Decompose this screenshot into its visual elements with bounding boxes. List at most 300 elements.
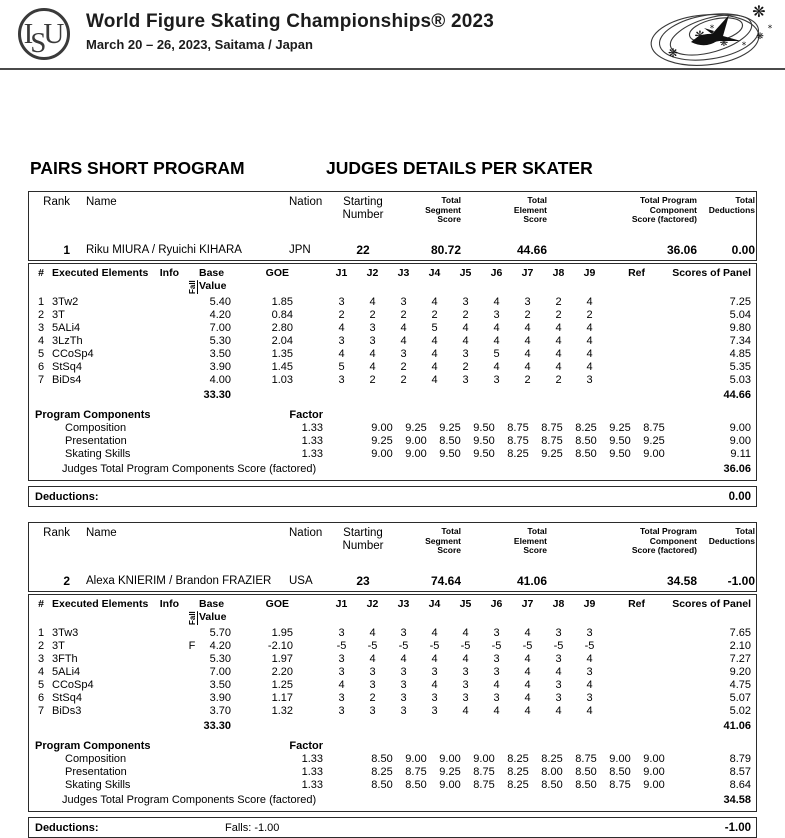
info-header: Info: [159, 598, 179, 610]
elements-table: [32, 598, 755, 733]
judge-score: 4: [369, 348, 376, 360]
judge-score: 8.50: [575, 448, 597, 460]
base-value: 3.90: [209, 692, 231, 704]
rank-header: Rank: [43, 196, 70, 208]
element-row: [32, 322, 755, 335]
info-flag: [152, 679, 185, 692]
components-total-row: [32, 792, 755, 807]
judge-score: 3: [462, 348, 469, 360]
number-header: #: [38, 267, 44, 279]
judge-score: 3: [338, 335, 345, 347]
judge-score: 9.25: [609, 422, 631, 434]
judge-score: 8.75: [405, 766, 427, 778]
info-header: Info: [159, 267, 179, 279]
judge-score: 3: [524, 296, 531, 308]
judge-score: 4: [555, 335, 562, 347]
base-value: 5.40: [209, 296, 231, 308]
panel-score: 7.65: [729, 627, 751, 639]
judge-score: 2: [555, 374, 562, 386]
total-segment-score: 74.64: [430, 574, 461, 588]
total-component-header: Total Program Component Score (factored): [631, 195, 697, 224]
judge-score: 3: [493, 374, 500, 386]
nation-value: USA: [289, 575, 313, 587]
judge-score: 4: [369, 627, 376, 639]
judge-header: J3: [397, 598, 410, 610]
judge-score: 3: [369, 679, 376, 691]
judge-score: -5: [553, 640, 564, 652]
element-name: BiDs4: [52, 374, 82, 386]
panel-score: 5.02: [729, 705, 751, 717]
deductions-label: Deductions:: [35, 821, 99, 834]
deductions-detail: Falls: -1.00: [225, 821, 280, 834]
base-value: 3.90: [209, 361, 231, 373]
element-row: [32, 361, 755, 374]
judge-score: 4: [493, 361, 500, 373]
judge-header: J9: [583, 598, 596, 610]
judge-score: 3: [586, 666, 593, 678]
judge-score: 2: [586, 309, 593, 321]
element-number: 4: [37, 666, 45, 678]
judge-header: J2: [366, 267, 379, 279]
judge-score: 3: [338, 374, 345, 386]
judge-score: 4: [431, 348, 438, 360]
judge-score: 4: [586, 705, 593, 717]
segment-title: PAIRS SHORT PROGRAM: [30, 158, 245, 178]
judge-score: 5: [338, 361, 345, 373]
components-total-score: 34.58: [723, 794, 751, 806]
fall-flag: [185, 348, 199, 361]
fall-flag: [185, 361, 199, 374]
judge-score: 4: [524, 666, 531, 678]
element-name: 3Tw3: [52, 627, 79, 639]
judge-score: 9.50: [439, 448, 461, 460]
component-factor: 1.33: [301, 766, 323, 778]
isu-logo-letter: I: [23, 18, 34, 50]
summary-value-row: [32, 571, 755, 588]
judge-score: 9.00: [405, 435, 427, 447]
judge-score: 8.50: [575, 779, 597, 791]
info-flag: [152, 309, 185, 322]
judge-score: 2: [369, 309, 376, 321]
elements-header-row: [32, 598, 755, 627]
element-name: 3Tw2: [52, 296, 79, 308]
panel-score: 4.85: [729, 348, 751, 360]
judge-score: 4: [493, 705, 500, 717]
component-name: Presentation: [65, 435, 127, 447]
element-name: 5ALi4: [52, 666, 81, 678]
judge-score: 3: [431, 692, 438, 704]
judge-header: J5: [459, 267, 472, 279]
judge-score: 4: [524, 361, 531, 373]
judge-score: 4: [493, 296, 500, 308]
elements-header-row: [32, 267, 755, 296]
judge-score: 4: [431, 627, 438, 639]
judge-score: 4: [493, 679, 500, 691]
masthead: [0, 0, 785, 70]
judge-score: 4: [400, 653, 407, 665]
judge-score: 8.50: [575, 435, 597, 447]
judge-score: 9.50: [473, 422, 495, 434]
goe-value: 1.03: [271, 374, 293, 386]
report-title: JUDGES DETAILS PER SKATER: [326, 158, 593, 178]
fall-flag: [185, 653, 199, 666]
fall-header: Fall: [187, 280, 197, 294]
judge-score: -5: [336, 640, 347, 652]
judge-score: 3: [462, 679, 469, 691]
judge-header: J3: [397, 267, 410, 279]
judge-score: 8.25: [507, 779, 529, 791]
judge-score: 4: [524, 692, 531, 704]
judge-score: 3: [555, 679, 562, 691]
goe-value: 1.95: [271, 627, 293, 639]
element-number: 6: [37, 361, 45, 373]
element-row: [32, 309, 755, 322]
total-component-score: 34.58: [666, 574, 697, 588]
judge-score: 3: [369, 705, 376, 717]
judge-score: 4: [524, 653, 531, 665]
goe-value: 2.20: [271, 666, 293, 678]
judge-score: 4: [462, 653, 469, 665]
section-titles: [30, 158, 757, 179]
judge-score: -5: [491, 640, 502, 652]
factor-header: Factor: [289, 740, 323, 752]
judge-score: 4: [586, 679, 593, 691]
base-value: 4.20: [209, 640, 231, 652]
panel-score: 9.80: [729, 322, 751, 334]
ref-header: Ref: [628, 267, 645, 279]
fall-header: Fall: [187, 611, 197, 625]
judge-score: 9.25: [439, 422, 461, 434]
component-factor: 1.33: [301, 435, 323, 447]
starting-number-value: 22: [356, 243, 370, 257]
judge-score: 8.75: [541, 422, 563, 434]
base-value-header: Base Value: [199, 267, 227, 292]
fall-flag: [185, 335, 199, 348]
judge-score: 8.50: [371, 779, 393, 791]
judge-score: 3: [493, 627, 500, 639]
judge-score: 4: [586, 335, 593, 347]
judge-score: 4: [524, 322, 531, 334]
component-row: [32, 435, 755, 448]
judge-score: 4: [431, 374, 438, 386]
skater-section: [28, 522, 757, 838]
judge-score: 4: [431, 335, 438, 347]
goe-value: 2.04: [271, 335, 293, 347]
number-header: #: [38, 598, 44, 610]
event-date-location: March 20 – 26, 2023, Saitama / Japan: [86, 37, 313, 52]
base-value: 4.00: [209, 374, 231, 386]
judge-score: 8.50: [541, 779, 563, 791]
deductions-box: [28, 817, 757, 838]
judge-score: 9.00: [405, 753, 427, 765]
judge-score: 9.50: [473, 448, 495, 460]
judge-score: 4: [555, 322, 562, 334]
element-row: [32, 627, 755, 640]
judge-score: 3: [338, 705, 345, 717]
element-number: 3: [37, 322, 45, 334]
judge-score: 3: [431, 666, 438, 678]
judge-score: 4: [586, 296, 593, 308]
judge-header: J4: [428, 598, 441, 610]
component-row: [32, 753, 755, 766]
total-component-header: Total Program Component Score (factored): [631, 526, 697, 555]
judge-score: 8.50: [439, 435, 461, 447]
isu-logo-letter: U: [43, 18, 65, 50]
element-row: [32, 705, 755, 718]
total-element-score: 44.66: [516, 243, 547, 257]
judge-score: 4: [462, 705, 469, 717]
judge-score: 3: [369, 666, 376, 678]
judge-score: -5: [367, 640, 378, 652]
isu-logo: [18, 8, 70, 60]
base-value: 3.50: [209, 679, 231, 691]
rank-header: Rank: [43, 527, 70, 539]
summary-box: [28, 522, 757, 592]
judge-score: 3: [493, 653, 500, 665]
element-number: 1: [37, 627, 45, 639]
judge-score: 9.00: [643, 779, 665, 791]
goe-value: 1.45: [271, 361, 293, 373]
total-deductions-header: Total Deductions: [708, 195, 755, 215]
total-element-score: 41.06: [516, 574, 547, 588]
deductions-box: [28, 486, 757, 507]
judge-score: 3: [338, 692, 345, 704]
judge-score: 3: [400, 296, 407, 308]
judge-score: 3: [338, 296, 345, 308]
judge-score: 8.75: [473, 779, 495, 791]
info-flag: [152, 692, 185, 705]
element-row: [32, 335, 755, 348]
base-value: 4.20: [209, 309, 231, 321]
element-row: [32, 348, 755, 361]
judge-score: 4: [555, 666, 562, 678]
judge-score: 2: [462, 309, 469, 321]
panel-score: 5.07: [729, 692, 751, 704]
judge-score: -5: [398, 640, 409, 652]
summary-value-row: [32, 240, 755, 257]
judge-header: J9: [583, 267, 596, 279]
components-total-row: [32, 461, 755, 476]
judge-score: 8.25: [371, 766, 393, 778]
judge-score: 2: [400, 361, 407, 373]
judge-score: 2: [524, 309, 531, 321]
fall-flag: [185, 705, 199, 718]
judge-score: 2: [369, 374, 376, 386]
summary-header-row: [32, 196, 755, 240]
goe-header: GOE: [265, 598, 289, 610]
judge-score: 8.25: [507, 766, 529, 778]
goe-value: 2.80: [271, 322, 293, 334]
judge-score: 4: [431, 653, 438, 665]
panel-score: 7.34: [729, 335, 751, 347]
components-header-row: [32, 736, 755, 753]
total-segment-header: Total Segment Score: [425, 195, 461, 224]
judges-total-label: Judges Total Program Components Score (factored): [62, 794, 317, 806]
rank-value: 1: [63, 243, 70, 257]
element-row: [32, 692, 755, 705]
judge-score: 3: [462, 692, 469, 704]
judge-score: 9.00: [609, 753, 631, 765]
judge-score: 2: [369, 692, 376, 704]
elements-table: [32, 267, 755, 402]
component-score: 9.00: [729, 435, 751, 447]
info-flag: [152, 322, 185, 335]
fall-flag: [185, 692, 199, 705]
judge-score: 8.50: [405, 779, 427, 791]
spacer: [295, 267, 326, 296]
panel-score: 5.35: [729, 361, 751, 373]
factor-header: Factor: [289, 409, 323, 421]
details-box: [28, 594, 757, 812]
judge-score: 2: [431, 309, 438, 321]
judge-header: J4: [428, 267, 441, 279]
element-name: 3T: [52, 640, 65, 652]
judge-score: 3: [338, 666, 345, 678]
fall-flag: [185, 374, 199, 387]
panel-score: 5.03: [729, 374, 751, 386]
judge-header: J8: [552, 598, 565, 610]
judge-score: 8.25: [507, 753, 529, 765]
starting-number-header: Starting Number: [342, 527, 384, 552]
judge-score: 8.75: [507, 422, 529, 434]
judge-score: 8.50: [371, 753, 393, 765]
judge-score: 8.75: [541, 435, 563, 447]
judge-score: 3: [369, 335, 376, 347]
judge-score: 9.25: [541, 448, 563, 460]
judge-score: 2: [524, 374, 531, 386]
info-flag: [152, 666, 185, 679]
judge-score: 9.50: [473, 435, 495, 447]
details-box: [28, 263, 757, 481]
judge-score: 3: [493, 666, 500, 678]
masthead-text: [86, 8, 494, 52]
judge-header: J5: [459, 598, 472, 610]
elements-total-row: [32, 387, 755, 402]
judge-score: 9.25: [371, 435, 393, 447]
judge-score: -5: [460, 640, 471, 652]
component-row: [32, 766, 755, 779]
element-row: [32, 666, 755, 679]
svg-text:❋: ❋: [667, 46, 679, 60]
info-flag: [152, 361, 185, 374]
base-value: 5.30: [209, 335, 231, 347]
panel-score: 9.20: [729, 666, 751, 678]
judge-score: 3: [369, 322, 376, 334]
judge-score: 3: [555, 692, 562, 704]
svg-text:❋: ❋: [694, 29, 706, 44]
element-name: BiDs3: [52, 705, 82, 717]
summary-header-row: [32, 527, 755, 571]
judge-score: 3: [493, 692, 500, 704]
judge-score: 9.00: [643, 753, 665, 765]
judge-score: 8.50: [575, 766, 597, 778]
total-segment-header: Total Segment Score: [425, 526, 461, 555]
summary-table: [32, 196, 755, 257]
base-value-total: 33.30: [203, 389, 231, 401]
judge-score: 8.50: [609, 766, 631, 778]
judge-score: 2: [338, 309, 345, 321]
base-value: 3.70: [209, 705, 231, 717]
judge-score: 2: [400, 374, 407, 386]
judge-header: J7: [521, 267, 534, 279]
svg-text:*: *: [709, 24, 715, 34]
judge-score: 9.00: [643, 766, 665, 778]
judge-score: 9.00: [371, 448, 393, 460]
judge-score: 4: [431, 361, 438, 373]
rank-value: 2: [63, 574, 70, 588]
judge-score: 3: [462, 666, 469, 678]
judge-score: 9.00: [405, 448, 427, 460]
judge-score: 3: [338, 653, 345, 665]
skater-name: Alexa KNIERIM / Brandon FRAZIER: [86, 575, 272, 587]
panel-score: 4.75: [729, 679, 751, 691]
judge-score: 9.00: [643, 448, 665, 460]
judge-score: 4: [369, 653, 376, 665]
judge-score: 3: [462, 296, 469, 308]
goe-value: -2.10: [267, 640, 293, 652]
deductions-total: -1.00: [724, 821, 751, 834]
skater-name: Riku MIURA / Ryuichi KIHARA: [86, 244, 242, 256]
judge-score: -5: [522, 640, 533, 652]
judge-score: 9.00: [439, 779, 461, 791]
judge-score: 3: [586, 374, 593, 386]
base-value: 5.70: [209, 627, 231, 639]
goe-value: 0.84: [271, 309, 293, 321]
goe-value: 1.85: [271, 296, 293, 308]
total-element-header: Total Element Score: [513, 526, 547, 555]
components-header-row: [32, 405, 755, 422]
judge-score: 2: [555, 296, 562, 308]
event-logo-crane-icon: [639, 0, 779, 68]
judge-score: 4: [493, 335, 500, 347]
judge-score: 3: [586, 692, 593, 704]
component-row: [32, 422, 755, 435]
judge-score: 4: [369, 361, 376, 373]
element-row: [32, 374, 755, 387]
base-value-total: 33.30: [203, 720, 231, 732]
total-segment-score: 80.72: [430, 243, 461, 257]
components-title: Program Components: [35, 740, 151, 752]
component-row: [32, 448, 755, 461]
nation-value: JPN: [289, 244, 311, 256]
element-name: 3T: [52, 309, 65, 321]
element-name: StSq4: [52, 692, 82, 704]
summary-table: [32, 527, 755, 588]
judge-score: 4: [462, 627, 469, 639]
fall-flag: F: [188, 640, 196, 652]
component-factor: 1.33: [301, 422, 323, 434]
judge-score: 8.25: [507, 448, 529, 460]
base-value: 7.00: [209, 666, 231, 678]
judge-score: 4: [431, 296, 438, 308]
element-number: 5: [37, 679, 45, 691]
panel-score: 2.10: [729, 640, 751, 652]
judge-score: 4: [586, 653, 593, 665]
judge-score: 9.25: [643, 435, 665, 447]
judge-score: 8.25: [575, 422, 597, 434]
base-value: 7.00: [209, 322, 231, 334]
judge-score: 2: [400, 309, 407, 321]
component-score: 8.57: [729, 766, 751, 778]
element-row: [32, 640, 755, 653]
panel-header: Scores of Panel: [672, 598, 751, 610]
executed-elements-header: Executed Elements: [52, 267, 149, 279]
svg-text:*: *: [767, 24, 773, 34]
total-deductions-value: -1.00: [727, 574, 755, 588]
element-score-total: 44.66: [723, 389, 751, 401]
goe-value: 1.32: [271, 705, 293, 717]
judge-score: 8.75: [609, 779, 631, 791]
